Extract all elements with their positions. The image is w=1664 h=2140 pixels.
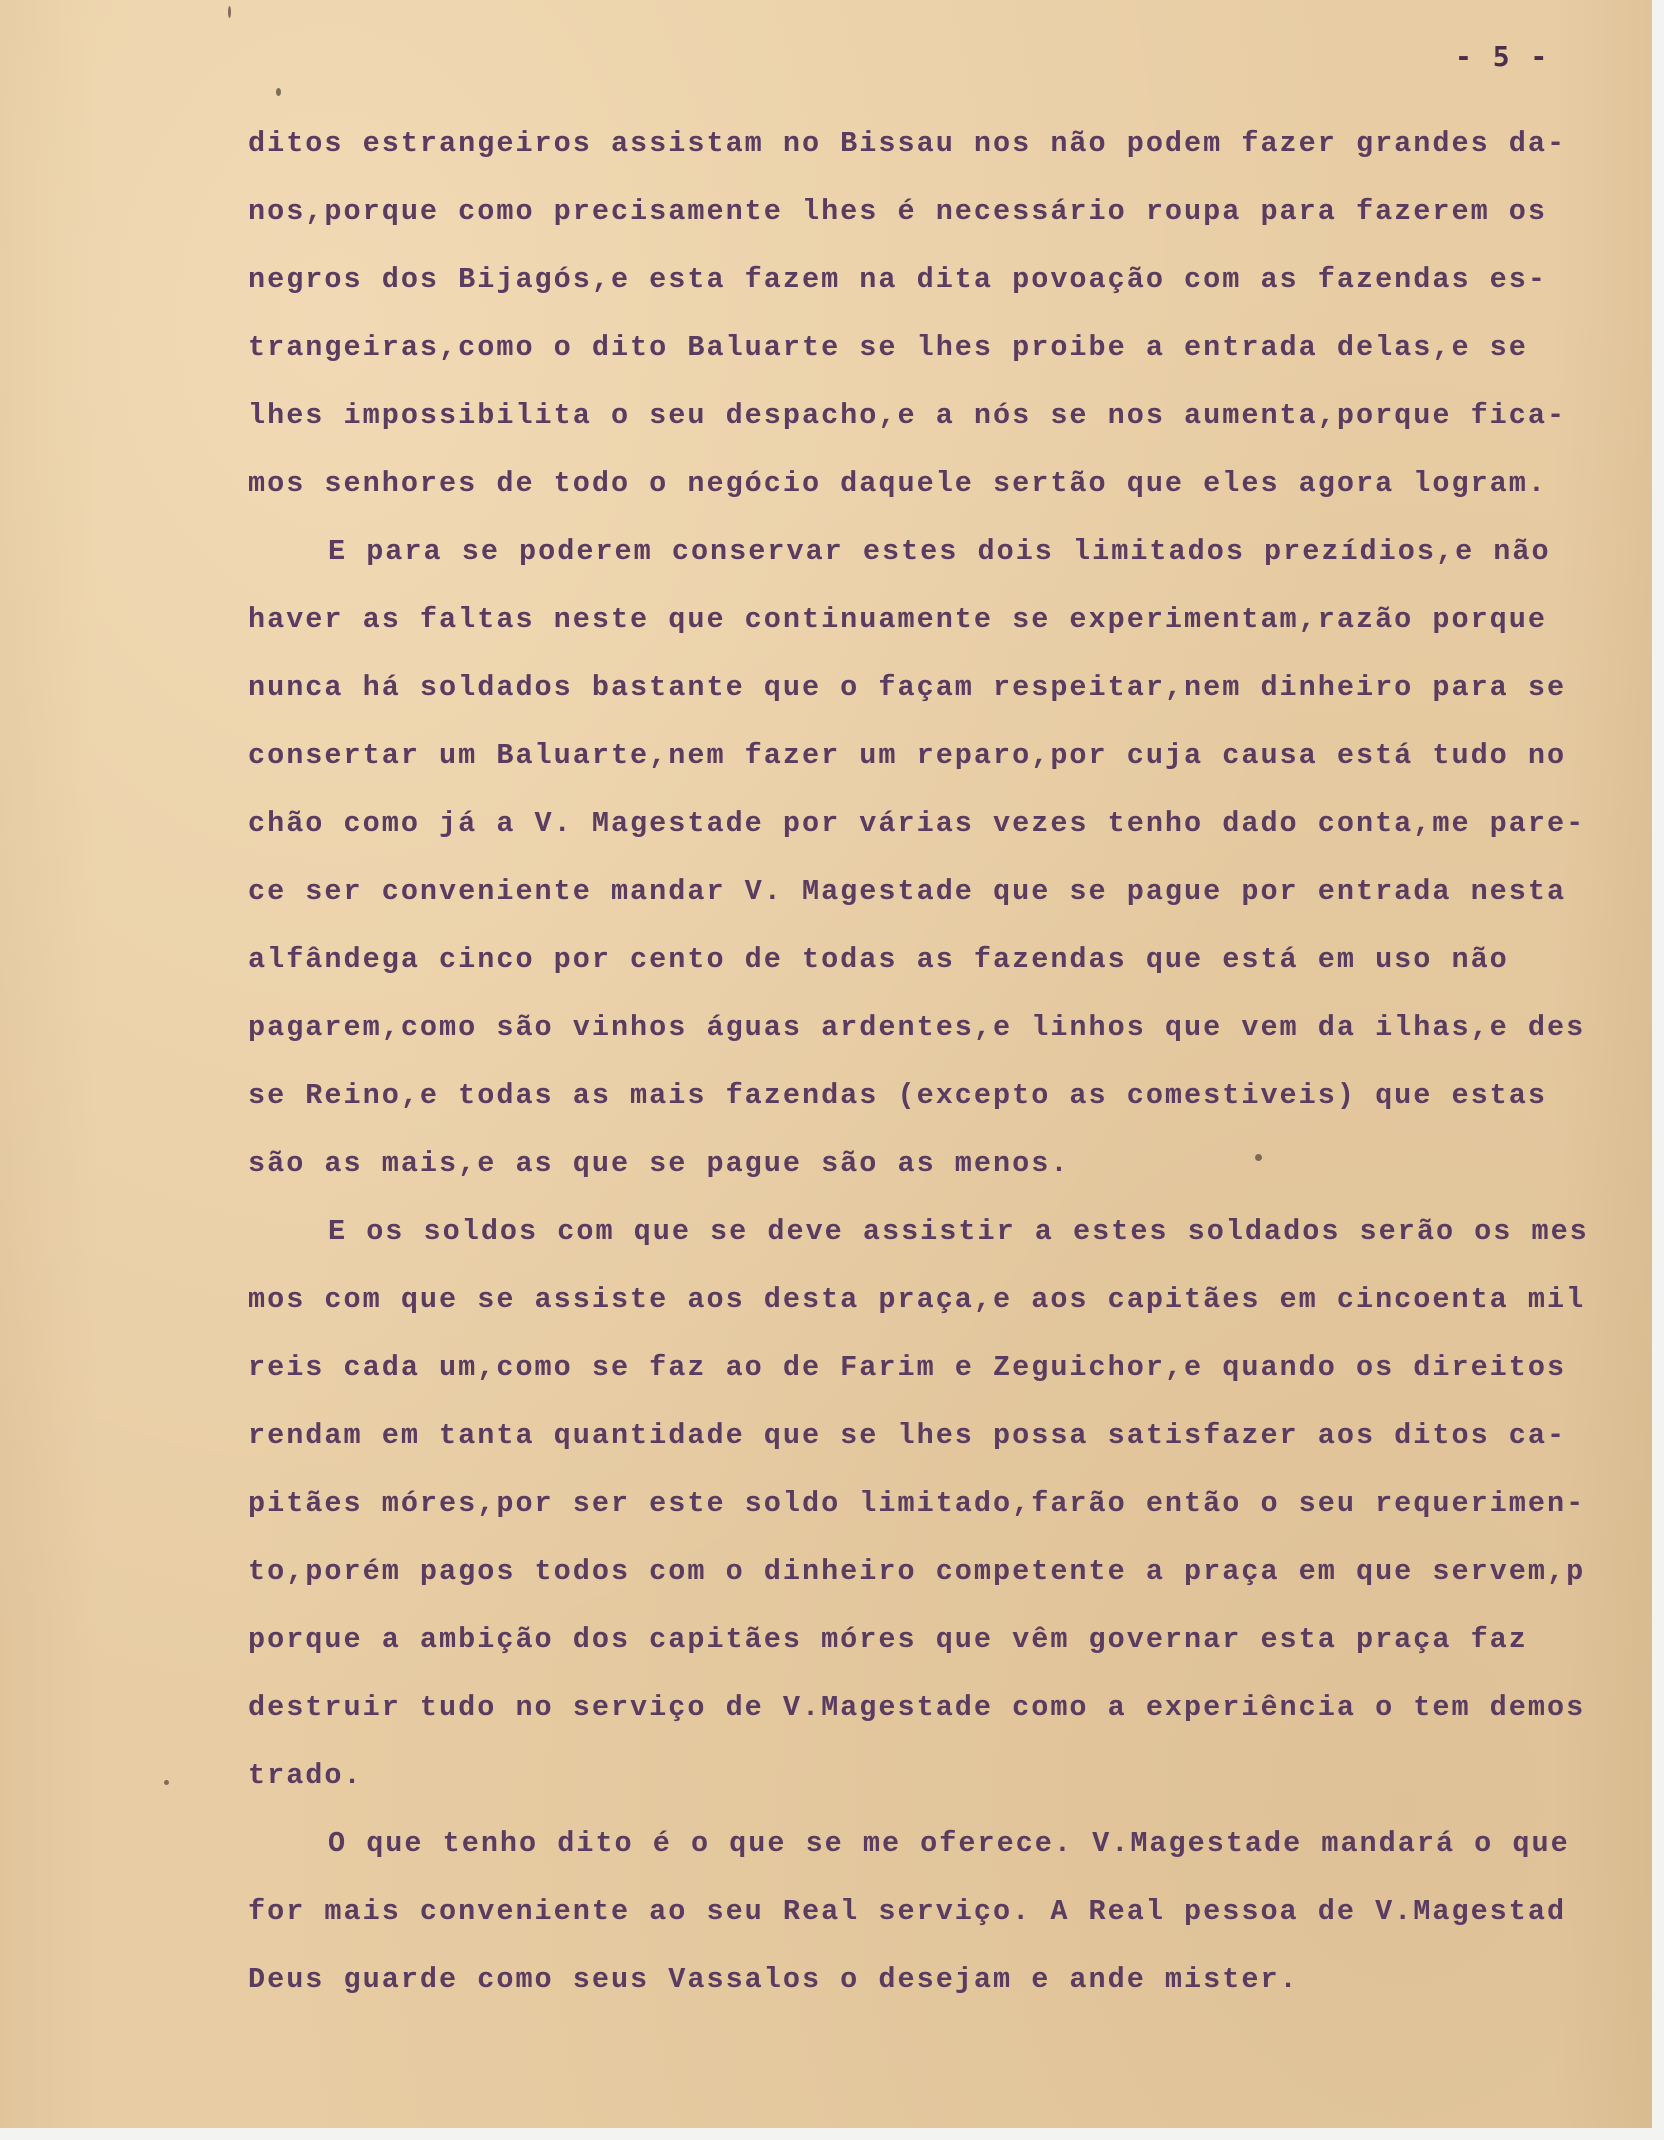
text-line: nunca há soldados bastante que o façam respeitar,nem dinheiro para se <box>248 671 1567 704</box>
text-line: to,porém pagos todos com o dinheiro competente a praça em que servem,p <box>248 1555 1586 1588</box>
text-line: rendam em tanta quantidade que se lhes possa satisfazer aos ditos ca- <box>248 1419 1567 1452</box>
typewritten-body <box>248 110 1648 2014</box>
text-line: E os soldos com que se deve assistir a estes soldados serão os mes <box>328 1215 1589 1248</box>
ink-speck <box>276 88 281 96</box>
text-line: negros dos Bijagós,e esta fazem na dita povoação com as fazendas es- <box>248 263 1547 296</box>
text-line: se Reino,e todas as mais fazendas (excepto as comestiveis) que estas <box>248 1079 1547 1112</box>
text-line: nos,porque como precisamente lhes é necessário roupa para fazerem os <box>248 195 1547 228</box>
text-line: alfândega cinco por cento de todas as fazendas que está em uso não <box>248 943 1509 976</box>
text-line: O que tenho dito é o que se me oferece. V.Magestade mandará o que <box>328 1827 1570 1860</box>
text-line: haver as faltas neste que continuamente se experimentam,razão porque <box>248 603 1547 636</box>
text-line: pagarem,como são vinhos águas ardentes,e linhos que vem da ilhas,e des <box>248 1011 1586 1044</box>
text-line: porque a ambição dos capitães móres que vêm governar esta praça faz <box>248 1623 1528 1656</box>
text-line: trado. <box>248 1759 363 1792</box>
text-line: ditos estrangeiros assistam no Bissau nos não podem fazer grandes da- <box>248 127 1567 160</box>
ink-speck <box>164 1780 169 1785</box>
ink-speck <box>228 6 231 18</box>
text-line: lhes impossibilita o seu despacho,e a nós se nos aumenta,porque fica- <box>248 399 1567 432</box>
text-line: reis cada um,como se faz ao de Farim e Zeguichor,e quando os direitos <box>248 1351 1567 1384</box>
text-line: E para se poderem conservar estes dois limitados prezídios,e não <box>328 535 1551 568</box>
text-line: destruir tudo no serviço de V.Magestade como a experiência o tem demos <box>248 1691 1586 1724</box>
text-line: pitães móres,por ser este soldo limitado,farão então o seu requerimen- <box>248 1487 1586 1520</box>
text-line: mos senhores de todo o negócio daquele sertão que eles agora logram. <box>248 467 1547 500</box>
text-line: for mais conveniente ao seu Real serviço. A Real pessoa de V.Magestad <box>248 1895 1567 1928</box>
text-line: Deus guarde como seus Vassalos o desejam e ande mister. <box>248 1963 1299 1996</box>
text-line: chão como já a V. Magestade por várias vezes tenho dado conta,me pare- <box>248 807 1586 840</box>
text-line: mos com que se assiste aos desta praça,e aos capitães em cincoenta mil <box>248 1283 1586 1316</box>
text-line: ce ser conveniente mandar V. Magestade que se pague por entrada nesta <box>248 875 1567 908</box>
text-line: trangeiras,como o dito Baluarte se lhes proibe a entrada delas,e se <box>248 331 1528 364</box>
text-line: são as mais,e as que se pague são as menos. <box>248 1147 1070 1180</box>
scan-border-bottom <box>0 2128 1664 2140</box>
page-number: - 5 - <box>1455 40 1550 73</box>
ink-speck <box>1255 1154 1262 1161</box>
text-line: consertar um Baluarte,nem fazer um reparo,por cuja causa está tudo no <box>248 739 1567 772</box>
scan-border-right <box>1652 0 1664 2140</box>
